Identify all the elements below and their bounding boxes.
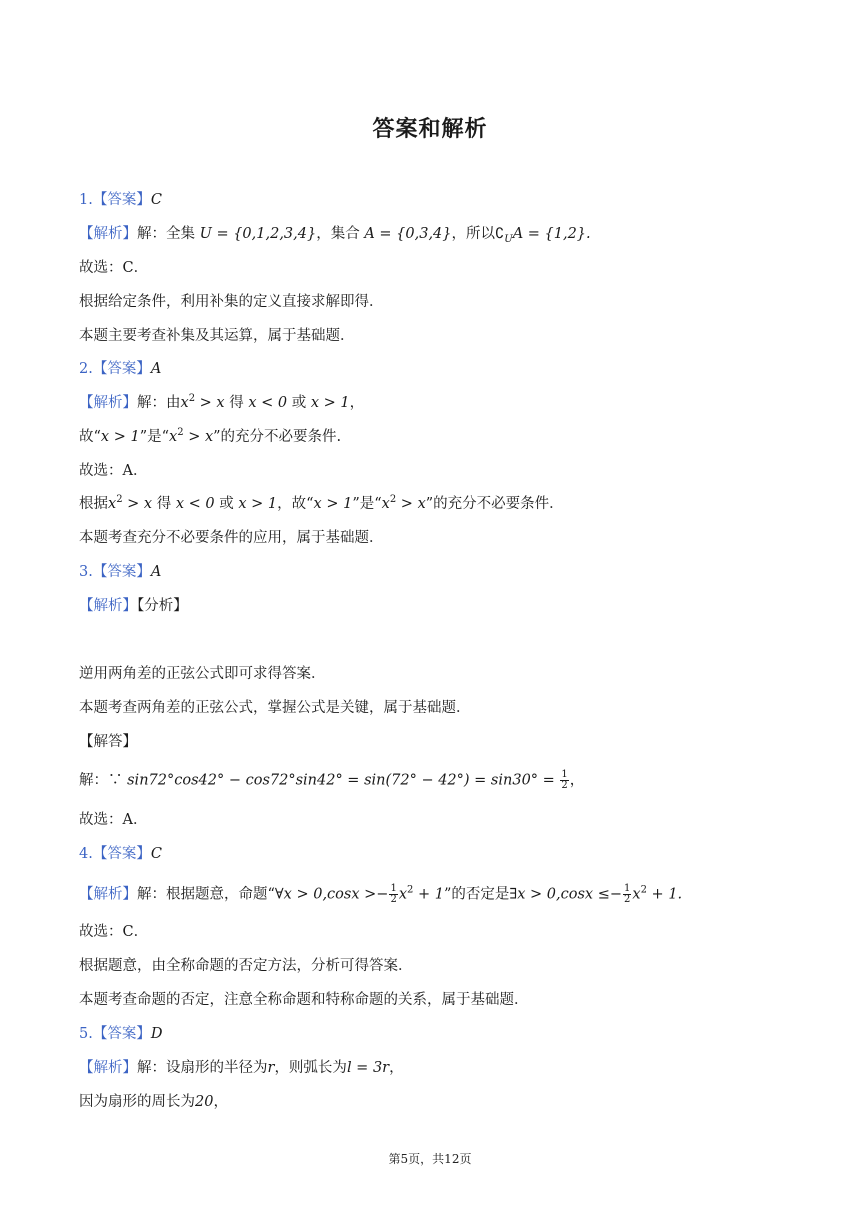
q2-l4-a: 根据 [79,496,108,512]
q5-l2-c: ， [213,1094,228,1110]
q1-text-a: 解：全集 [137,226,195,242]
q2-l4-n: > x [396,496,426,512]
q2-l1-a: 解：由 [137,395,181,411]
q1-answer: C [150,192,162,208]
q5-number: 5. [79,1026,93,1042]
q2-l2-a: 故“ [79,429,101,445]
page-footer: 第5页，共12页 [388,1152,472,1166]
q3-answer-tag: 【答案】 [92,564,151,580]
q3-equation-line [79,770,800,791]
q3-number: 3. [79,564,93,580]
q4-fraction-1 [389,884,397,905]
q3-fenxi-tag: 【分析】 [137,598,188,614]
q1-complement-result: A = {1,2}. [512,226,591,242]
q2-answer: A [150,361,162,377]
q1-analysis-tag: 【解析】 [79,226,137,242]
q4-fraction-2 [623,884,631,905]
q2-l4-d: > x [122,496,153,512]
q5-answer-line [79,1024,800,1044]
q5-l1-c: ，则弧长为 [274,1060,347,1076]
q4-analysis-tag: 【解析】 [79,886,137,903]
q2-analysis-tag: 【解析】 [79,395,137,411]
q1-note1: 根据给定条件，利用补集的定义直接求解即得． [79,294,384,310]
q4-number: 4. [79,846,93,862]
q1-note2: 本题主要考查补集及其运算，属于基础题． [79,328,355,344]
q1-text-c: ，所以 [451,226,496,242]
q1-analysis-line [79,224,800,244]
q5-analysis-tag: 【解析】 [79,1060,137,1076]
q2-l4-b: x [108,496,117,512]
q4-l1-j: + 1. [646,886,683,903]
q4-l1-i: 2 [640,884,647,896]
q3-eq-body: sin72°cos42° − cos72°sin42° = sin(72° − 42°) = sin30° = [127,772,560,789]
q5-l1-a: 解：设扇形的半径为 [137,1060,268,1076]
q2-l1-d: > x [195,395,225,411]
q5-l2-a: 因为扇形的周长为 [79,1094,195,1110]
q2-answer-line [79,359,800,379]
q4-l1-h: x [632,886,641,903]
q2-l1-e: 得 [229,395,244,411]
q2-choice: 故选：A． [79,463,148,479]
q2-l2-f: > x [183,429,214,445]
q5-l1-b: r [267,1060,275,1076]
q3-eq-prefix: 解：∵ [79,772,123,789]
q3-eq-end: ， [569,772,585,789]
q1-complement-symbol: ∁ [495,226,505,242]
q4-choice: 故选：C． [79,924,149,940]
q4-l1-f: ”的否定是 [443,886,510,903]
q2-number: 2. [79,361,93,377]
q2-l1-g: 或 [291,395,307,411]
q2-l1-b: x [180,395,189,411]
page-title: 答案和解析 [372,117,488,142]
q4-f2-num: 1 [624,883,631,894]
q2-l4-h: x > 1 [238,496,278,512]
q3-choice: 故选：A． [79,812,148,828]
q3-fraction [560,770,568,791]
q3-answer: A [150,564,162,580]
q4-answer-tag: 【答案】 [92,846,151,862]
q2-l1-h: x > 1 [310,395,350,411]
q2-l2-b: x > 1 [100,429,140,445]
q1-answer-line [79,190,800,210]
q2-l1-f: x < 0 [248,395,288,411]
q4-note1: 根据题意，由全称命题的否定方法，分析可得答案． [79,958,413,974]
q5-line2 [79,1092,800,1112]
q2-note: 本题考查充分不必要条件的应用，属于基础题． [79,530,384,546]
q5-analysis-line [79,1058,800,1078]
q5-answer: D [150,1026,163,1042]
q5-l1-d: l = 3r [346,1060,390,1076]
q5-l1-e: ， [389,1060,404,1076]
q2-l4-o: ”的充分不必要条件． [425,496,564,512]
q4-analysis-line [79,884,800,905]
q4-f1-den: 2 [390,894,397,905]
q4-answer: C [150,846,162,862]
q2-answer-tag: 【答案】 [92,361,151,377]
q1-answer-tag: 【答案】 [92,192,151,208]
q2-l4-k: ”是“ [352,496,382,512]
q4-l1-b: ∀x > 0,cosx >− [274,886,389,903]
q5-answer-tag: 【答案】 [92,1026,151,1042]
q2-line2 [79,427,800,447]
q2-l4-m: 2 [389,494,397,506]
q1-text-b: ，集合 [316,226,360,242]
q1-U-expr: U = {0,1,2,3,4} [199,226,317,242]
q2-l2-d: x [169,429,178,445]
q2-l4-j: x > 1 [313,496,353,512]
q2-l1-i: ， [349,395,365,411]
q2-line4 [79,494,800,514]
q4-l1-a: 解：根据题意，命题“ [137,886,275,903]
q5-l2-b: 20 [195,1094,214,1110]
q4-l1-c: x [398,886,407,903]
q2-l4-c: 2 [116,494,123,506]
q2-l2-g: ”的充分不必要条件. [213,429,342,445]
q2-l2-e: 2 [177,427,184,439]
q3-line2: 本题考查两角差的正弦公式，掌握公式是关键，属于基础题． [79,700,471,716]
q4-f2-den: 2 [624,894,631,905]
q3-analysis-line [79,596,800,616]
q3-answer-line [79,562,800,582]
q2-l1-c: 2 [188,393,196,405]
q2-l4-i: ，故“ [277,496,314,512]
q4-l1-d: 2 [407,884,414,896]
q2-l4-g: 或 [219,496,234,512]
q4-note2: 本题考查命题的否定，注意全称命题和特称命题的关系，属于基础题． [79,992,529,1008]
q3-frac-den: 2 [561,780,568,791]
q3-frac-num: 1 [561,769,568,780]
q2-l4-e: 得 [156,496,172,512]
q3-jieda-tag: 【解答】 [79,734,137,750]
q4-l1-e: + 1 [413,886,444,903]
q3-analysis-tag: 【解析】 [79,598,137,614]
q1-A-expr: A = {0,3,4} [364,226,452,242]
q1-choice: 故选：C． [79,260,149,276]
q3-line1: 逆用两角差的正弦公式即可求得答案． [79,666,326,682]
q2-analysis-line [79,393,800,413]
q1-number: 1. [79,192,93,208]
q2-l2-c: ”是“ [139,429,170,445]
q4-answer-line [79,844,800,864]
q2-l4-l: x [381,496,390,512]
q4-f1-num: 1 [390,883,397,894]
q4-l1-g: ∃x > 0,cosx ≤− [509,886,623,903]
q1-complement-sub: U [504,233,513,245]
q2-l4-f: x < 0 [175,496,215,512]
